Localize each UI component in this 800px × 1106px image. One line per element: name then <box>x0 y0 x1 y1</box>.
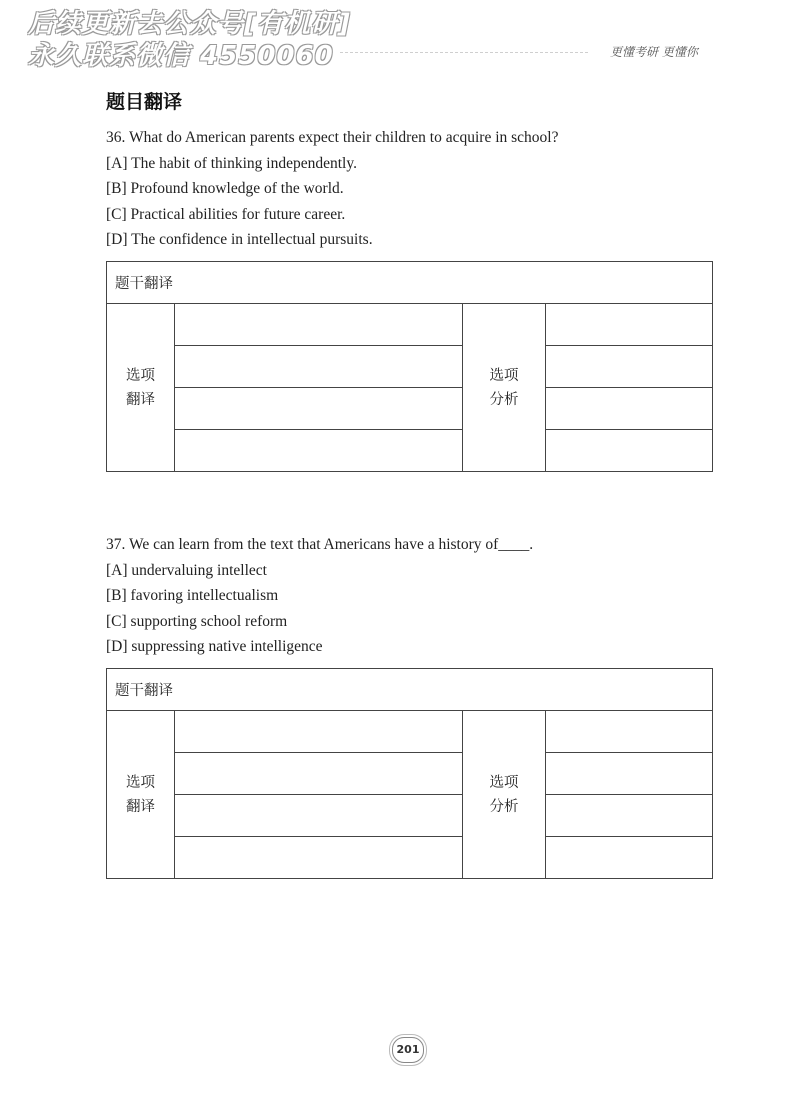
option-analysis-label <box>463 711 546 879</box>
option-c: [C] Practical abilities for future career. <box>106 205 346 223</box>
option-analysis-label <box>463 304 546 472</box>
option-translation-cell[interactable] <box>175 795 463 837</box>
option-analysis-cell[interactable] <box>546 837 713 879</box>
watermark-line-1: 后续更新去公众号[有机研] <box>28 9 351 39</box>
option-translation-cell[interactable] <box>175 304 463 346</box>
translation-table-37 <box>106 668 713 879</box>
option-analysis-cell[interactable] <box>546 388 713 430</box>
question-36 <box>106 125 716 253</box>
option-analysis-cell[interactable] <box>546 346 713 388</box>
option-b: [B] favoring intellectualism <box>106 587 279 604</box>
option-analysis-cell[interactable] <box>546 430 713 472</box>
label-line: 分析 <box>489 391 519 408</box>
option-d: [D] suppressing native intelligence <box>106 638 323 655</box>
label-line: 选项 <box>126 774 155 791</box>
header-divider <box>340 52 588 53</box>
header-tagline: 更懂考研 更懂你 <box>610 45 698 59</box>
label-line: 翻译 <box>126 798 155 815</box>
watermark-line-2: 永久联系微信 4550060 <box>28 41 334 71</box>
section-title: 题目翻译 <box>106 91 183 113</box>
label-line: 选项 <box>489 774 519 791</box>
translation-table-36 <box>106 261 713 472</box>
option-d: [D] The confidence in intellectual pursuits. <box>106 231 373 248</box>
option-c: [C] supporting school reform <box>106 612 288 630</box>
label-line: 选项 <box>489 367 519 384</box>
option-b: [B] Profound knowledge of the world. <box>106 180 344 197</box>
option-a: [A] undervaluing intellect <box>106 561 267 579</box>
watermark <box>28 8 351 72</box>
question-stem: 36. What do American parents expect their children to acquire in school? <box>106 129 559 146</box>
option-analysis-cell[interactable] <box>546 753 713 795</box>
option-translation-cell[interactable] <box>175 430 463 472</box>
label-line: 选项 <box>126 367 155 384</box>
option-translation-cell[interactable] <box>175 753 463 795</box>
stem-translation-label: 题干翻译 <box>107 262 713 304</box>
question-stem: 37. We can learn from the text that Americans have a history of____. <box>106 536 534 553</box>
option-translation-cell[interactable] <box>175 837 463 879</box>
option-translation-cell[interactable] <box>175 711 463 753</box>
label-line: 分析 <box>489 798 519 815</box>
option-a: [A] The habit of thinking independently. <box>106 154 357 172</box>
question-37 <box>106 532 716 660</box>
option-analysis-cell[interactable] <box>546 304 713 346</box>
label-line: 翻译 <box>126 391 155 408</box>
option-translation-cell[interactable] <box>175 388 463 430</box>
option-analysis-cell[interactable] <box>546 795 713 837</box>
option-translation-label <box>107 304 175 472</box>
option-translation-label <box>107 711 175 879</box>
page-number: 201 <box>392 1037 424 1063</box>
option-analysis-cell[interactable] <box>546 711 713 753</box>
stem-translation-label: 题干翻译 <box>107 669 713 711</box>
option-translation-cell[interactable] <box>175 346 463 388</box>
